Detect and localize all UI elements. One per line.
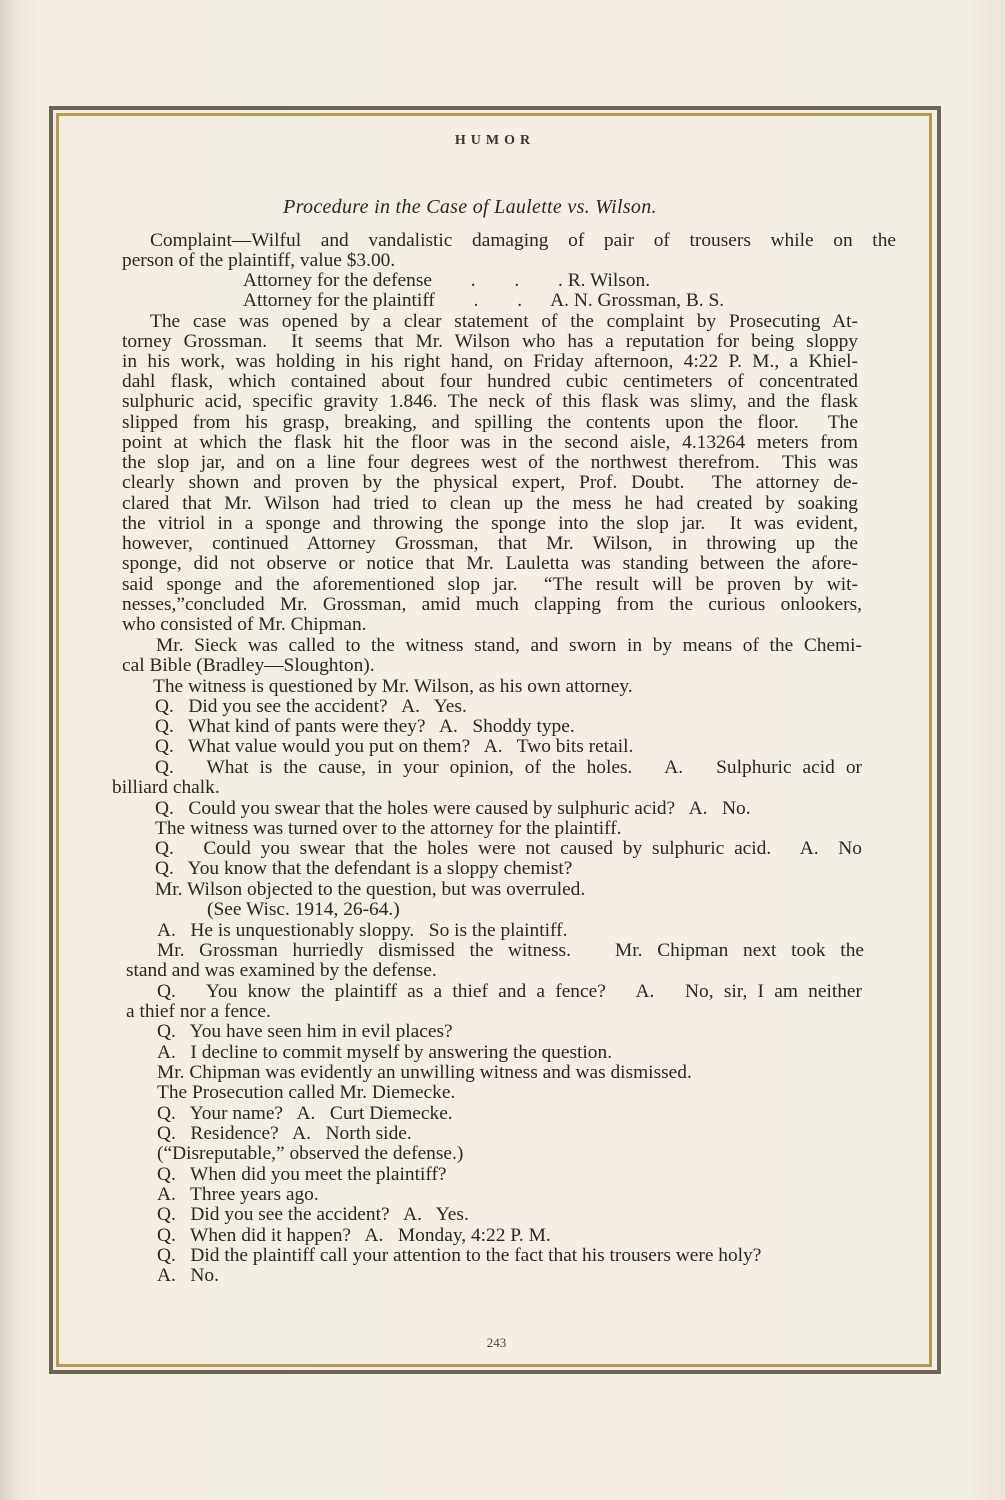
qa-line: Q. What value would you put on them? A. Two bits retail. (155, 736, 634, 757)
text-line: however, continued Attorney Grossman, that Mr. Wilson, in throwing up the (122, 533, 858, 554)
text-line: the slop jar, and on a line four degrees west of the northwest therefrom. This was (122, 452, 858, 473)
text-line: dahl flask, which contained about four hundred cubic centimeters of concentrated (122, 371, 858, 392)
article-title: Procedure in the Case of Laulette vs. Wilson. (283, 196, 657, 218)
text-line: a thief nor a fence. (126, 1001, 271, 1022)
page-number: 243 (486, 1335, 507, 1350)
text-line: person of the plaintiff, value $3.00. (122, 250, 396, 271)
text-line: slipped from his grasp, breaking, and spilling the contents upon the floor. The (122, 412, 858, 433)
text-line: the vitriol in a sponge and throwing the sponge into the slop jar. It was evident, (122, 513, 858, 534)
text-line: in his work, was holding in his right hand, on Friday afternoon, 4:22 P. M., a Khiel- (122, 351, 858, 372)
qa-line: A. He is unquestionably sloppy. So is the plaintiff. (157, 920, 568, 941)
text-line: point at which the flask hit the floor was in the second aisle, 4.13264 meters from (122, 432, 858, 453)
qa-line: Q. When did it happen? A. Monday, 4:22 P. M. (157, 1225, 551, 1246)
qa-line: Q. Could you swear that the holes were caused by sulphuric acid? A. No. (155, 798, 751, 819)
qa-line: Q. Your name? A. Curt Diemecke. (157, 1103, 453, 1124)
text-line: sponge, did not observe or notice that Mr. Lauletta was standing between the afore- (122, 553, 858, 574)
text-line: Complaint—Wilful and vandalistic damaging of pair of trousers while on the (150, 230, 896, 251)
qa-line: Q. Residence? A. North side. (157, 1123, 412, 1144)
qa-line: Q. You know the plaintiff as a thief and a fence? A. No, sir, I am neither (157, 981, 862, 1002)
qa-line: Q. Did you see the accident? A. Yes. (157, 1204, 469, 1225)
qa-line: Q. Did the plaintiff call your attention to the fact that his trousers were holy? (157, 1245, 762, 1266)
qa-line: Q. Did you see the accident? A. Yes. (155, 696, 467, 717)
running-header: HUMOR (454, 133, 536, 148)
qa-line: Q. You have seen him in evil places? (157, 1021, 453, 1042)
text-line: The witness is questioned by Mr. Wilson, as his own attorney. (153, 676, 633, 697)
text-line: The case was opened by a clear statement of the complaint by Prosecuting At- (150, 311, 858, 332)
text-line: Mr. Grossman hurriedly dismissed the witness. Mr. Chipman next took the (157, 940, 864, 961)
text-line: cal Bible (Bradley—Sloughton). (122, 655, 375, 676)
qa-line: A. Three years ago. (157, 1184, 319, 1205)
text-line: Mr. Sieck was called to the witness stand, and sworn in by means of the Chemi- (156, 635, 862, 656)
text-line: said sponge and the aforementioned slop jar. “The result will be proven by wit- (122, 574, 858, 595)
text-line: stand and was examined by the defense. (126, 960, 437, 981)
text-line: Mr. Chipman was evidently an unwilling witness and was dismissed. (157, 1062, 692, 1083)
text-line: The witness was turned over to the attorney for the plaintiff. (155, 818, 622, 839)
text-line: clared that Mr. Wilson had tried to clean up the mess he had created by soaking (122, 493, 858, 514)
citation-line: (See Wisc. 1914, 26-64.) (207, 899, 400, 920)
qa-line: Q. Could you swear that the holes were not caused by sulphuric acid. A. No (155, 838, 862, 859)
qa-line: Q. You know that the defendant is a sloppy chemist? (155, 858, 573, 879)
text-line: torney Grossman. It seems that Mr. Wilson who has a reputation for being sloppy (122, 331, 858, 352)
text-line: nesses,”concluded Mr. Grossman, amid much clapping from the curious onlookers, (122, 594, 862, 615)
text-line: Attorney for the plaintiff . . A. N. Grossman, B. S. (243, 290, 725, 311)
text-line: sulphuric acid, specific gravity 1.846. The neck of this flask was slimy, and the flask (122, 391, 858, 412)
qa-line: A. I decline to commit myself by answering the question. (157, 1042, 613, 1063)
text-line: Attorney for the defense . . . R. Wilson. (243, 270, 651, 291)
text-line: Mr. Wilson objected to the question, but was overruled. (155, 879, 586, 900)
text-line: clearly shown and proven by the physical expert, Prof. Doubt. The attorney de- (122, 472, 858, 493)
text-line: (“Disreputable,” observed the defense.) (157, 1143, 464, 1164)
qa-line: Q. What kind of pants were they? A. Shoddy type. (155, 716, 575, 737)
text-line: billiard chalk. (112, 777, 220, 798)
qa-line: Q. When did you meet the plaintiff? (157, 1164, 447, 1185)
text-line: who consisted of Mr. Chipman. (122, 614, 367, 635)
qa-line: Q. What is the cause, in your opinion, of the holes. A. Sulphuric acid or (155, 757, 862, 778)
qa-line: A. No. (157, 1265, 219, 1286)
text-line: The Prosecution called Mr. Diemecke. (157, 1082, 456, 1103)
